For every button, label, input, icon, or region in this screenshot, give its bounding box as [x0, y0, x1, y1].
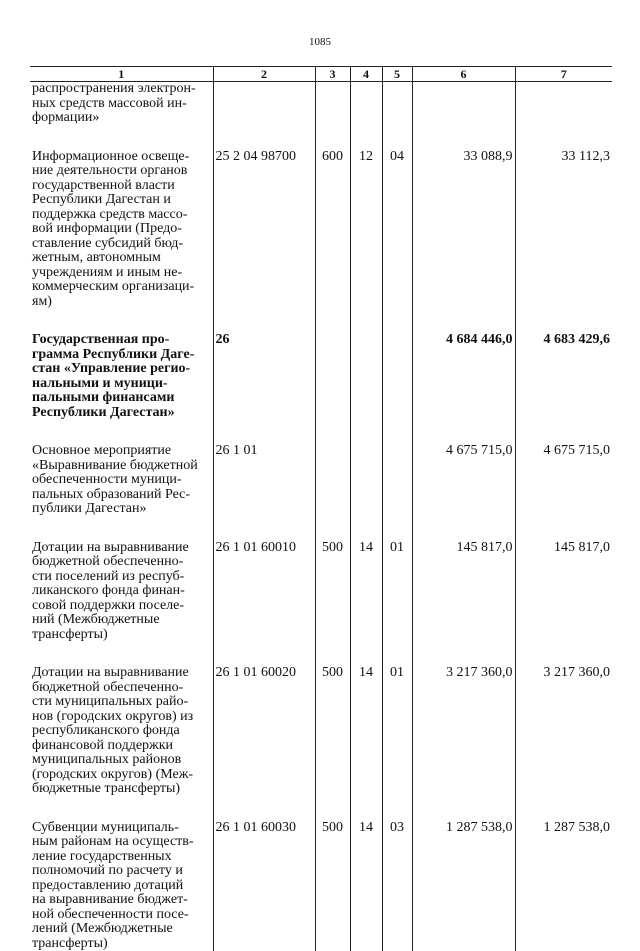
row-amount-year-1 — [412, 444, 515, 541]
row-expense-type-text: 500 — [322, 820, 343, 835]
row-subsection-text: 04 — [390, 149, 404, 164]
row-expense-type-text: 600 — [322, 149, 343, 164]
row-amount-year-2-text: 33 112,3 — [562, 149, 610, 164]
row-expense-type — [315, 821, 350, 951]
row-amount-year-1-text: 4 684 446,0 — [446, 332, 513, 347]
row-subsection — [382, 541, 412, 667]
row-name — [30, 541, 213, 667]
row-amount-year-2-text: 4 683 429,6 — [544, 332, 611, 347]
row-name — [30, 821, 213, 951]
row-amount-year-2-text: 3 217 360,0 — [544, 665, 611, 680]
row-subsection — [382, 666, 412, 821]
row-code — [213, 150, 315, 334]
row-section — [350, 82, 382, 150]
column-header: 7 — [515, 67, 612, 82]
row-code-text: 25 2 04 98700 — [216, 149, 297, 164]
row-code — [213, 666, 315, 821]
column-header: 5 — [382, 67, 412, 82]
column-header: 3 — [315, 67, 350, 82]
row-expense-type-text: 500 — [322, 665, 343, 680]
row-name — [30, 444, 213, 541]
row-amount-year-2 — [515, 82, 612, 150]
row-name — [30, 150, 213, 334]
row-expense-type-text: 500 — [322, 540, 343, 555]
row-subsection-text: 01 — [390, 665, 404, 680]
row-amount-year-1-text: 145 817,0 — [457, 540, 513, 555]
row-subsection — [382, 150, 412, 334]
row-subsection — [382, 82, 412, 150]
row-expense-type — [315, 333, 350, 444]
row-expense-type — [315, 666, 350, 821]
column-header: 4 — [350, 67, 382, 82]
row-code — [213, 541, 315, 667]
table-body — [30, 82, 612, 951]
row-name-text: Государственная про- грамма Республики Даге- стан «Управление регио- нальными и муници- пальными финансами Республики Дагестан» — [32, 333, 211, 420]
row-amount-year-1-text: 4 675 715,0 — [446, 443, 513, 458]
row-expense-type — [315, 82, 350, 150]
table-header-row — [30, 67, 612, 82]
row-amount-year-1 — [412, 541, 515, 667]
row-amount-year-1 — [412, 666, 515, 821]
row-subsection — [382, 444, 412, 541]
row-code-text: 26 1 01 — [216, 443, 258, 458]
row-section — [350, 444, 382, 541]
row-name-text: Дотации на выравнивание бюджетной обеспеченно- сти муниципальных райо- нов (городских округов) из республиканского фонда финансовой поддержки муниципальных районов (городских округов) (Меж- бюджетные трансферты) — [32, 666, 211, 797]
row-section — [350, 821, 382, 951]
row-name-text: распространения электрон- ных средств массовой ин- формации» — [32, 82, 211, 126]
row-section-text: 12 — [359, 149, 373, 164]
row-section-text: 14 — [359, 540, 373, 555]
column-header: 2 — [213, 67, 315, 82]
row-code-text: 26 1 01 60010 — [216, 540, 297, 555]
table-row — [30, 666, 612, 821]
row-code-text: 26 — [216, 332, 230, 347]
row-section — [350, 333, 382, 444]
row-code — [213, 444, 315, 541]
row-amount-year-1-text: 3 217 360,0 — [446, 665, 513, 680]
row-amount-year-2 — [515, 444, 612, 541]
row-amount-year-2-text: 1 287 538,0 — [544, 820, 611, 835]
row-amount-year-2-text: 145 817,0 — [554, 540, 610, 555]
row-expense-type — [315, 541, 350, 667]
row-amount-year-2 — [515, 150, 612, 334]
row-amount-year-1 — [412, 150, 515, 334]
row-section-text: 14 — [359, 665, 373, 680]
row-name-text: Основное мероприятие «Выравнивание бюджетной обеспеченности муници- пальных образований Рес- публики Дагестан» — [32, 444, 211, 517]
row-amount-year-1 — [412, 821, 515, 951]
row-section — [350, 150, 382, 334]
table-row — [30, 444, 612, 541]
row-amount-year-2 — [515, 541, 612, 667]
budget-table — [30, 66, 612, 951]
row-code — [213, 821, 315, 951]
row-amount-year-1 — [412, 82, 515, 150]
row-subsection — [382, 333, 412, 444]
row-section — [350, 666, 382, 821]
row-name — [30, 82, 213, 150]
table-row — [30, 82, 612, 150]
column-header: 6 — [412, 67, 515, 82]
row-code-text: 26 1 01 60020 — [216, 665, 297, 680]
table-row — [30, 821, 612, 951]
row-amount-year-2 — [515, 333, 612, 444]
row-amount-year-1-text: 33 088,9 — [464, 149, 513, 164]
row-section-text: 14 — [359, 820, 373, 835]
page-number: 1085 — [0, 36, 640, 48]
row-name — [30, 333, 213, 444]
column-header: 1 — [30, 67, 213, 82]
row-amount-year-1-text: 1 287 538,0 — [446, 820, 513, 835]
row-subsection-text: 03 — [390, 820, 404, 835]
row-expense-type — [315, 444, 350, 541]
row-code-text: 26 1 01 60030 — [216, 820, 297, 835]
row-section — [350, 541, 382, 667]
table-row — [30, 333, 612, 444]
row-amount-year-2-text: 4 675 715,0 — [544, 443, 611, 458]
row-amount-year-1 — [412, 333, 515, 444]
table-row — [30, 541, 612, 667]
row-name — [30, 666, 213, 821]
row-name-text: Субвенции муниципаль- ным районам на осуществ- ление государственных полномочий по расчету и предоставлению дотаций на выравнивание бюджет- ной обеспеченности посе- лений (Межбюджетные трансферты) — [32, 821, 211, 951]
row-subsection — [382, 821, 412, 951]
row-code — [213, 82, 315, 150]
table-row — [30, 150, 612, 334]
row-name-text: Дотации на выравнивание бюджетной обеспеченно- сти поселений из респуб- ликанского фонда финан- совой поддержки поселе- ний (Межбюджетные трансферты) — [32, 541, 211, 643]
row-expense-type — [315, 150, 350, 334]
row-amount-year-2 — [515, 821, 612, 951]
row-subsection-text: 01 — [390, 540, 404, 555]
row-name-text: Информационное освеще- ние деятельности органов государственной власти Республики Дагестан и поддержка средств массо- вой информации (Предо- ставление субсидий бюд- жетным, автономным учреждениям и иным не- коммерческим организаци- ям) — [32, 150, 211, 310]
row-amount-year-2 — [515, 666, 612, 821]
row-code — [213, 333, 315, 444]
